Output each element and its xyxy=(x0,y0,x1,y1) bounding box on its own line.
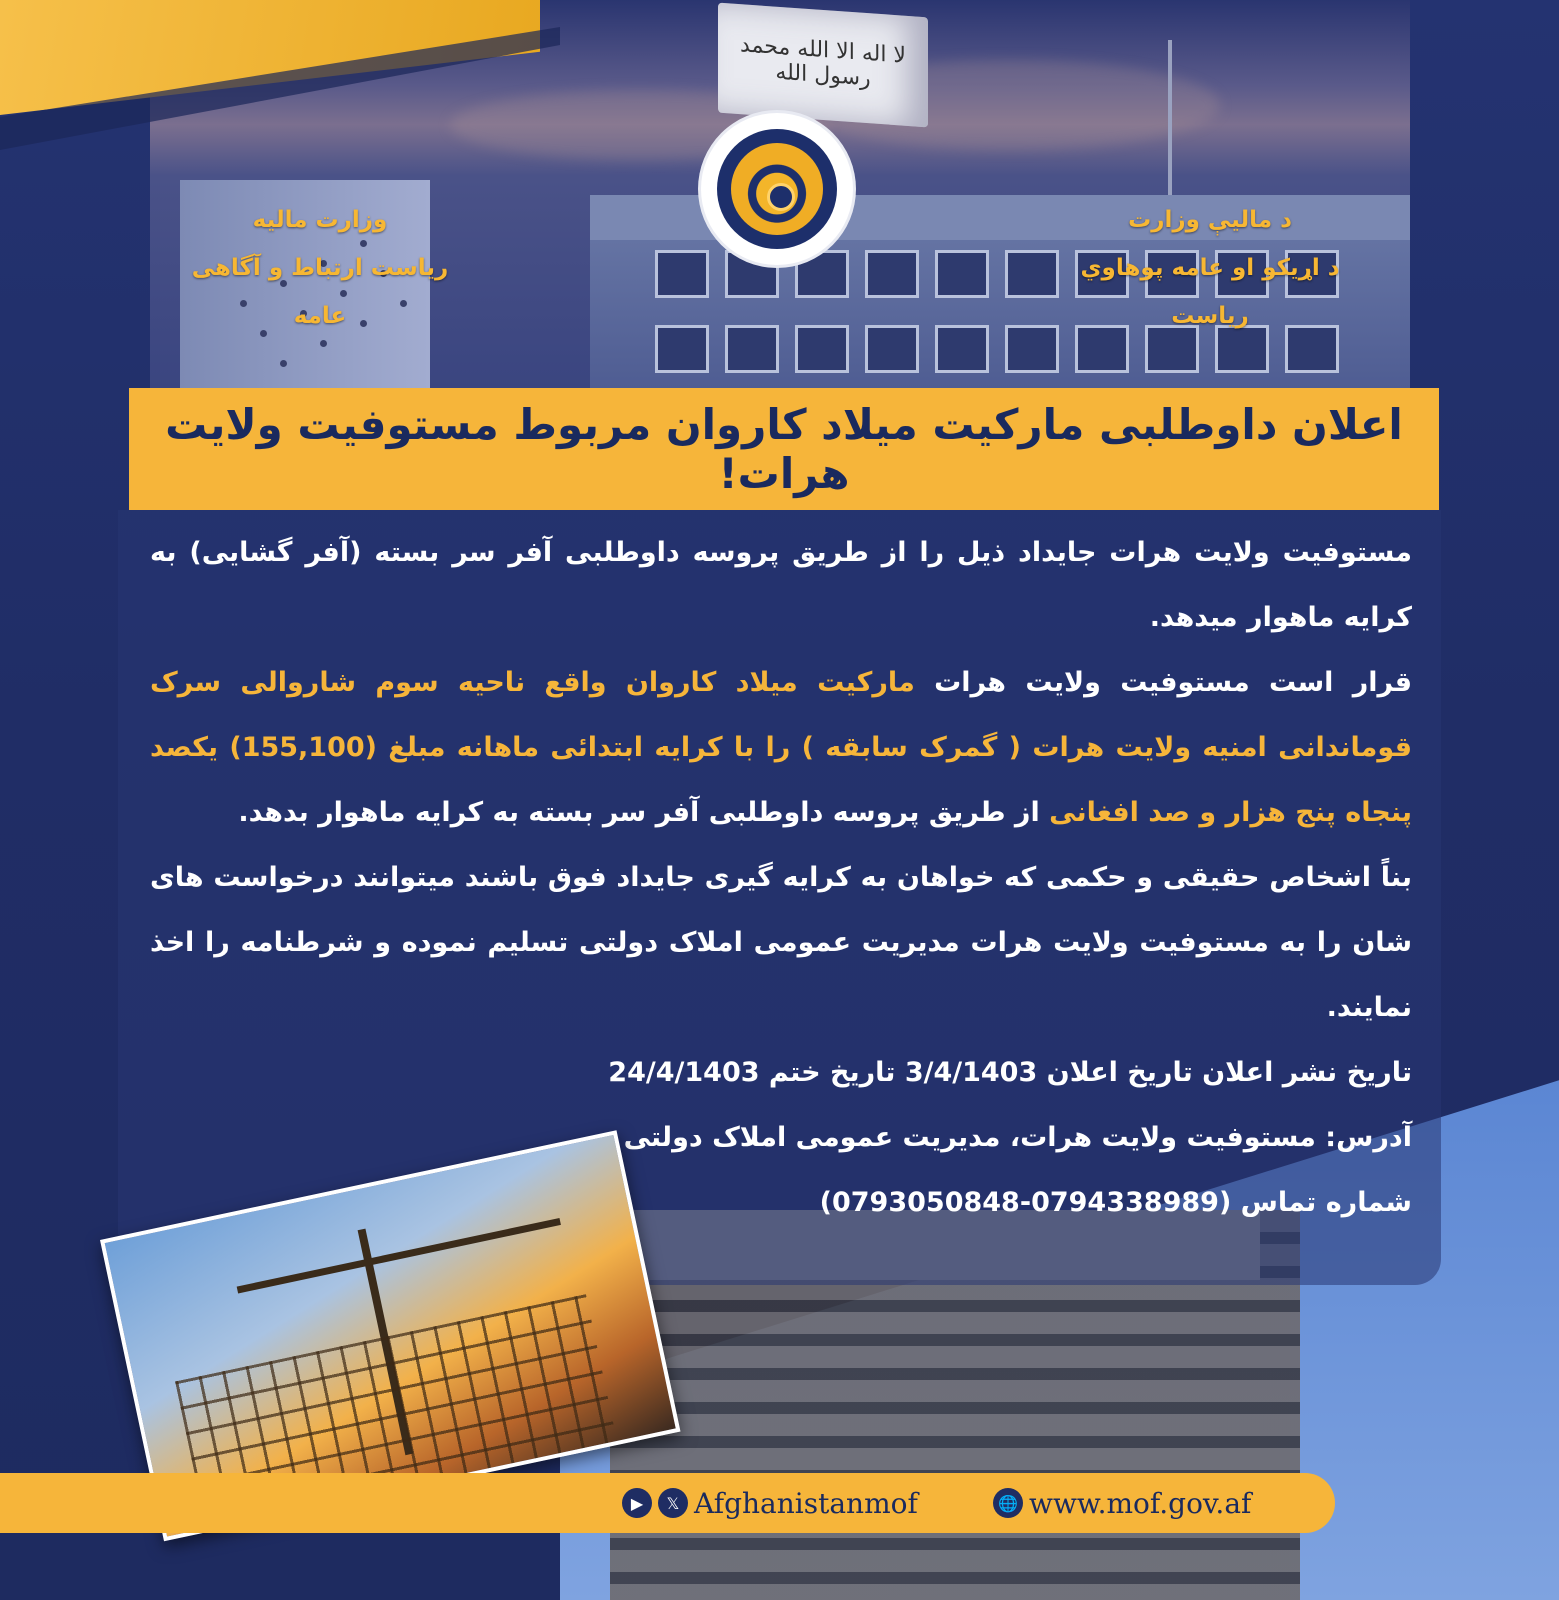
paragraph-details: قرار است مستوفیت ولایت هرات مارکیت میلاد کاروان واقع ناحیه سوم شاروالی سرک قوماندانی امنیه ولایت هرات ( گمرک سابقه ) را با کرایه ابتدائی ماهانه مبلغ (155,100) یکصد پنجاه پنج هزار و صد افغانی از طریق پروسه داوطلبی آفر سر بسته به کرایه ماهوار بدهد. xyxy=(150,667,1413,828)
address-line: آدرس: مستوفیت ولایت هرات، مدیریت عمومی املاک دولتی xyxy=(623,1122,1412,1153)
header-right-line1: د مالیې وزارت xyxy=(1128,207,1292,233)
title-bar xyxy=(129,388,1439,510)
flag-text: لا اله الا الله محمد رسول الله xyxy=(740,32,906,92)
property-highlight: مارکیت میلاد کاروان واقع ناحیه سوم شاروالی سرک قوماندانی امنیه ولایت هرات ( گمرک سابقه ) را با کرایه ابتدائی ماهانه مبلغ (155,100) یکصد پنجاه پنج هزار و صد افغانی xyxy=(150,667,1413,828)
flag xyxy=(718,3,928,128)
header-left xyxy=(170,196,470,340)
phone-line: شماره تماس (0794338989-0793050848) xyxy=(819,1187,1412,1218)
x-icon[interactable]: 𝕏 xyxy=(658,1488,688,1518)
ministry-of-finance-logo-icon xyxy=(701,113,853,265)
header-left-line1: وزارت مالیه xyxy=(252,207,388,233)
globe-icon: 🌐 xyxy=(993,1488,1023,1518)
youtube-icon[interactable]: ▶ xyxy=(622,1488,652,1518)
header-right xyxy=(1060,196,1360,340)
social-links[interactable] xyxy=(622,1481,918,1525)
dates-line: تاریخ نشر اعلان تاریخ اعلان 3/4/1403 تاریخ ختم 24/4/1403 xyxy=(608,1057,1412,1088)
paragraph-intro: مستوفیت ولایت هرات جایداد ذیل را از طریق پروسه داوطلبی آفر سر بسته (آفر گشایی) به کرایه ماهوار میدهد. xyxy=(150,537,1412,633)
header-left-line2: ریاست ارتباط و آگاهی عامه xyxy=(191,255,449,329)
social-handle[interactable]: Afghanistanmof xyxy=(694,1486,918,1520)
header-right-line2: د اړیکو او عامه پوهاوي ریاست xyxy=(1080,255,1340,329)
website-link[interactable] xyxy=(993,1481,1251,1525)
paragraph-instructions: بناً اشخاص حقیقی و حکمی که خواهان به کرایه گیری جایداد فوق باشند میتوانند درخواست های شان را به مستوفیت ولایت هرات مدیریت عمومی املاک دولتی تسلیم نموده و شرطنامه را اخذ نمایند. xyxy=(150,862,1412,1023)
announcement-body xyxy=(150,520,1412,1235)
announcement-title: اعلان داوطلبی مارکیت میلاد کاروان مربوط مستوفیت ولایت هرات! xyxy=(165,400,1403,498)
website-url[interactable]: www.mof.gov.af xyxy=(1029,1486,1252,1520)
